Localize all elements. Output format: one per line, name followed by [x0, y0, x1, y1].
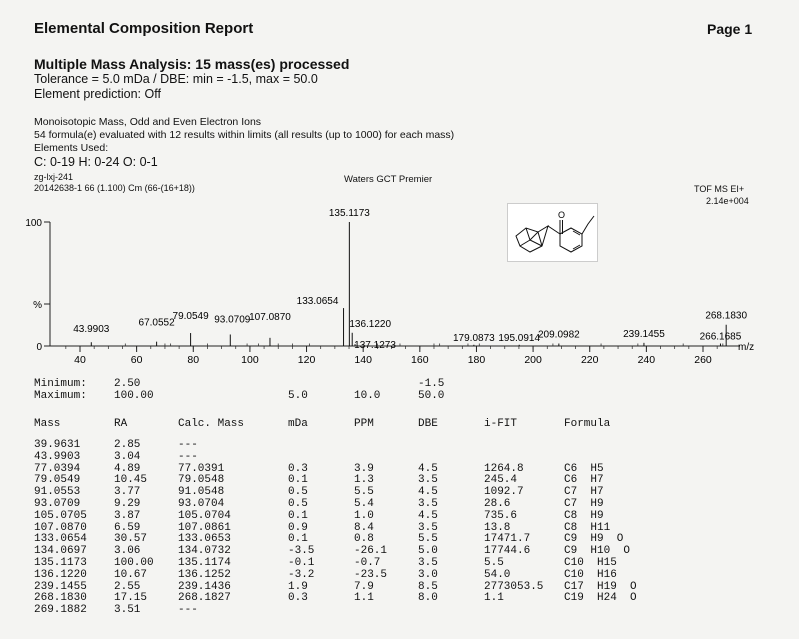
- cell-ppm: 1.0: [354, 509, 374, 522]
- cell-mass: 93.0709: [34, 497, 81, 510]
- cell-dbe: 5.0: [418, 545, 438, 558]
- base-intensity: 2.14e+004: [706, 196, 749, 206]
- cell-ifit: 54.0: [484, 568, 511, 581]
- peak-label: 67.0552: [138, 317, 175, 329]
- x-tick-label: 40: [74, 354, 86, 366]
- cell-ifit: 1.1: [484, 592, 504, 605]
- col-header-ra: RA: [114, 418, 128, 430]
- col-header-mda: mDa: [288, 418, 308, 430]
- mass-spectrum-chart: [0, 200, 799, 370]
- peak-label: 195.0914: [498, 332, 541, 344]
- cell-calc-mass: ---: [178, 450, 198, 463]
- cell-calc-mass: 79.0548: [178, 474, 225, 487]
- cell-ppm: 5.5: [354, 486, 374, 499]
- cell-calc-mass: 105.0704: [178, 509, 231, 522]
- cell-ppm: -0.7: [354, 556, 381, 569]
- cell-calc-mass: ---: [178, 439, 198, 451]
- cell-dbe: 4.5: [418, 509, 438, 522]
- cell-formula: C7 H7: [564, 486, 604, 499]
- minimum-label: Minimum:: [34, 378, 87, 390]
- cell-formula: C6 H5: [564, 462, 604, 475]
- cell-dbe: 5.5: [418, 533, 438, 546]
- max-ra: 100.00: [114, 390, 154, 402]
- cell-mda: 0.3: [288, 592, 308, 605]
- cell-mda: 1.9: [288, 580, 308, 593]
- x-tick-label: 240: [637, 354, 656, 366]
- cell-mda: 0.9: [288, 521, 308, 534]
- cell-ra: 3.87: [114, 509, 141, 522]
- y-tick-label: %: [33, 300, 42, 311]
- cell-mda: 0.5: [288, 486, 308, 499]
- cell-ifit: 1092.7: [484, 486, 524, 499]
- report-title: Elemental Composition Report: [34, 20, 254, 37]
- cell-ra: 6.59: [114, 521, 141, 534]
- cell-calc-mass: 135.1174: [178, 556, 231, 569]
- cell-calc-mass: 136.1252: [178, 568, 231, 581]
- peak-label: 93.0709: [214, 314, 251, 326]
- x-tick-label: 100: [241, 354, 259, 366]
- cell-ra: 10.67: [114, 568, 148, 581]
- cell-mda: 0.5: [288, 497, 308, 510]
- cell-calc-mass: 133.0653: [178, 533, 231, 546]
- cell-mass: 79.0549: [34, 474, 81, 487]
- cell-mass: 43.9903: [34, 450, 81, 463]
- cell-ifit: 28.6: [484, 497, 511, 510]
- cell-formula: C19 H24 O: [564, 592, 637, 605]
- cell-ra: 100.00: [114, 556, 154, 569]
- cell-ppm: -26.1: [354, 545, 388, 558]
- cell-calc-mass: ---: [178, 604, 198, 617]
- cell-formula: C7 H9: [564, 497, 604, 510]
- cell-mda: 0.1: [288, 533, 308, 546]
- col-header-formula: Formula: [564, 418, 611, 430]
- col-header-ppm: PPM: [354, 418, 374, 430]
- peak-label: 79.0549: [172, 311, 209, 323]
- max-mda: 5.0: [288, 390, 308, 402]
- sample-id: zg-lxj-241: [34, 172, 74, 182]
- mass-type: Monoisotopic Mass, Odd and Even Electron Ions: [34, 116, 262, 128]
- y-tick-label: 100: [25, 218, 42, 229]
- x-tick-label: 160: [411, 354, 429, 366]
- cell-ifit: 5.5: [484, 556, 504, 569]
- element-prediction: Element prediction: Off: [34, 87, 161, 101]
- cell-formula: C6 H7: [564, 474, 604, 487]
- cell-dbe: 3.5: [418, 474, 438, 487]
- peak-label: 266.1685: [699, 331, 742, 343]
- cell-ifit: 245.4: [484, 474, 518, 487]
- cell-mda: -0.1: [288, 556, 315, 569]
- x-tick-label: 200: [524, 354, 542, 366]
- cell-dbe: 4.5: [418, 462, 438, 475]
- cell-mda: -3.2: [288, 568, 315, 581]
- cell-ppm: 8.4: [354, 521, 374, 534]
- cell-ifit: 13.8: [484, 521, 511, 534]
- page-number: Page 1: [707, 21, 753, 37]
- cell-formula: C8 H11: [564, 521, 611, 534]
- cell-ifit: 1264.8: [484, 462, 524, 475]
- x-tick-label: 80: [187, 354, 200, 366]
- maximum-label: Maximum:: [34, 390, 87, 402]
- cell-mda: 0.3: [288, 462, 308, 475]
- cell-calc-mass: 239.1436: [178, 580, 231, 593]
- x-tick-label: 120: [297, 354, 316, 366]
- cell-ifit: 2773053.5: [484, 580, 544, 593]
- cell-dbe: 3.0: [418, 568, 438, 581]
- max-ppm: 10.0: [354, 390, 381, 402]
- ms-mode: TOF MS EI+: [694, 184, 745, 194]
- cell-dbe: 3.5: [418, 497, 438, 510]
- cell-mass: 269.1882: [34, 604, 87, 617]
- cell-ra: 9.29: [114, 497, 141, 510]
- cell-ra: 10.45: [114, 474, 148, 487]
- cell-calc-mass: 107.0861: [178, 521, 231, 534]
- peak-label: 136.1220: [349, 318, 392, 330]
- cell-ra: 4.89: [114, 462, 141, 475]
- cell-calc-mass: 91.0548: [178, 486, 225, 499]
- cell-formula: C8 H9: [564, 509, 604, 522]
- cell-ra: 30.57: [114, 533, 148, 546]
- tolerance-line: Tolerance = 5.0 mDa / DBE: min = -1.5, max = 50.0: [34, 72, 318, 86]
- x-tick-label: 220: [580, 354, 599, 366]
- cell-calc-mass: 93.0704: [178, 497, 225, 510]
- peak-label: 137.1273: [354, 340, 396, 352]
- cell-mass: 135.1173: [34, 556, 87, 569]
- x-tick-label: 140: [354, 354, 372, 366]
- analysis-heading: Multiple Mass Analysis: 15 mass(es) processed: [34, 56, 350, 72]
- col-header-mass: Mass: [34, 418, 61, 430]
- formula-evaluated: 54 formula(e) evaluated with 12 results within limits (all results (up to 1000) for each mass): [34, 129, 455, 141]
- cell-dbe: 3.5: [418, 521, 438, 534]
- x-tick-label: 260: [694, 354, 712, 366]
- cell-ra: 3.51: [114, 604, 141, 617]
- peak-label: 107.0870: [249, 311, 291, 323]
- peak-label: 209.0982: [537, 329, 580, 341]
- peak-label: 43.9903: [73, 324, 110, 336]
- cell-ifit: 735.6: [484, 509, 518, 522]
- cell-mda: 0.1: [288, 474, 308, 487]
- cell-mass: 134.0697: [34, 545, 87, 558]
- instrument-name: Waters GCT Premier: [344, 174, 433, 185]
- oxygen-atom-label: O: [558, 210, 566, 220]
- cell-ppm: -23.5: [354, 568, 388, 581]
- cell-ifit: 17471.7: [484, 533, 531, 546]
- col-header-calc-mass: Calc. Mass: [178, 418, 245, 430]
- cell-dbe: 8.0: [418, 592, 438, 605]
- cell-ifit: 17744.6: [484, 545, 531, 558]
- cell-mass: 136.1220: [34, 568, 87, 581]
- peak-label: 135.1173: [328, 208, 370, 219]
- cell-calc-mass: 134.0732: [178, 545, 231, 558]
- cell-mass: 91.0553: [34, 486, 81, 499]
- cell-ppm: 1.3: [354, 474, 374, 487]
- cell-mass: 239.1455: [34, 580, 87, 593]
- cell-mda: -3.5: [288, 545, 315, 558]
- peak-label: 239.1455: [623, 328, 665, 340]
- cell-mass: 107.0870: [34, 521, 87, 534]
- cell-formula: C10 H15: [564, 556, 617, 569]
- cell-ppm: 3.9: [354, 462, 374, 475]
- cell-ppm: 5.4: [354, 497, 374, 510]
- cell-ra: 2.55: [114, 580, 141, 593]
- peak-label: 179.0873: [453, 332, 495, 344]
- x-axis-label: m/z: [738, 342, 755, 353]
- cell-mass: 105.0705: [34, 509, 87, 522]
- min-dbe: -1.5: [418, 378, 445, 390]
- cell-formula: C10 H16: [564, 568, 617, 581]
- min-ra: 2.50: [114, 378, 141, 390]
- col-header-dbe: DBE: [418, 418, 438, 430]
- max-dbe: 50.0: [418, 390, 445, 402]
- cell-ra: 3.77: [114, 486, 141, 499]
- cell-calc-mass: 268.1827: [178, 592, 231, 605]
- cell-mass: 133.0654: [34, 533, 87, 546]
- cell-calc-mass: 77.0391: [178, 462, 225, 475]
- peak-label: 268.1830: [705, 310, 748, 322]
- cell-mass: 39.9631: [34, 439, 81, 451]
- cell-ppm: 1.1: [354, 592, 374, 605]
- col-header-ifit: i-FIT: [484, 418, 518, 430]
- cell-dbe: 4.5: [418, 486, 438, 499]
- cell-mda: 0.1: [288, 509, 308, 522]
- elements-used-label: Elements Used:: [34, 142, 109, 154]
- cell-mass: 77.0394: [34, 462, 81, 475]
- cell-formula: C9 H9 O: [564, 533, 624, 546]
- x-tick-label: 180: [467, 354, 486, 366]
- cell-ppm: 0.8: [354, 533, 374, 546]
- scan-info: 20142638-1 66 (1.100) Cm (66-(16+18)): [34, 183, 195, 193]
- y-tick-label: 0: [36, 342, 42, 353]
- cell-formula: C17 H19 O: [564, 580, 637, 593]
- cell-ppm: 7.9: [354, 580, 374, 593]
- cell-ra: 3.06: [114, 545, 141, 558]
- elements-ranges: C: 0-19 H: 0-24 O: 0-1: [34, 155, 158, 169]
- cell-dbe: 3.5: [418, 556, 438, 569]
- cell-formula: C9 H10 O: [564, 545, 631, 558]
- peak-label: 133.0654: [296, 296, 339, 308]
- cell-mass: 268.1830: [34, 592, 87, 605]
- cell-ra: 3.04: [114, 450, 141, 463]
- cell-ra: 17.15: [114, 592, 148, 605]
- cell-ra: 2.85: [114, 439, 141, 451]
- x-tick-label: 60: [130, 354, 143, 366]
- cell-dbe: 8.5: [418, 580, 438, 593]
